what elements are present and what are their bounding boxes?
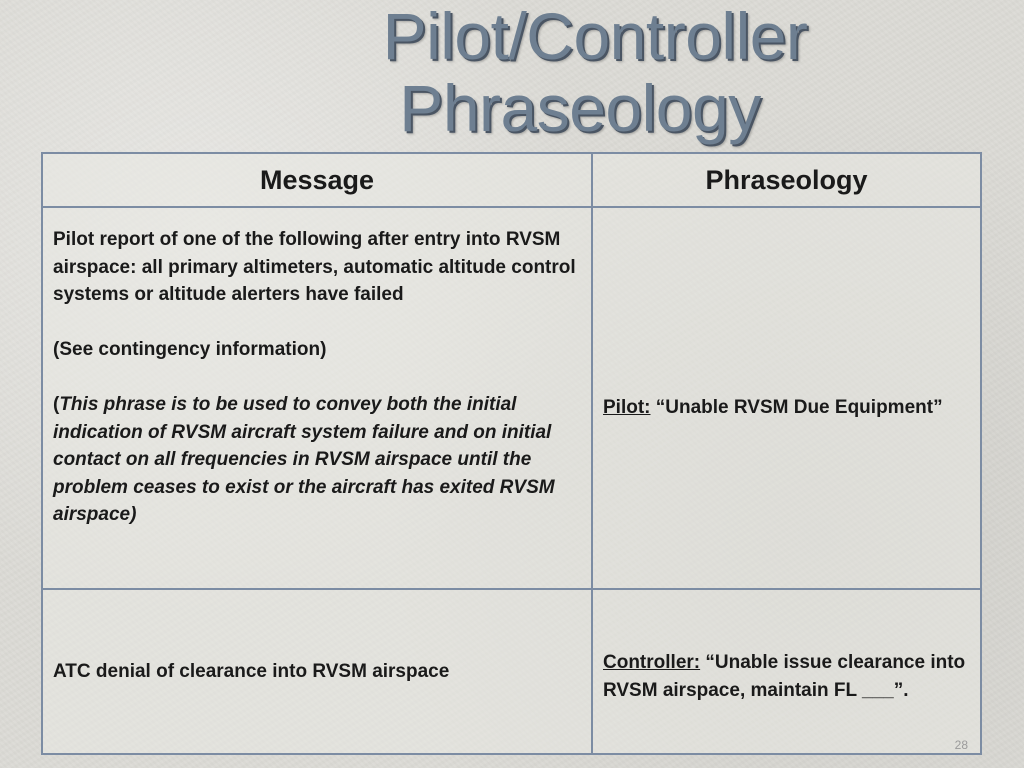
- speaker-label: Controller:: [603, 652, 701, 673]
- slide-title-line2: Phraseology: [399, 71, 761, 145]
- phrase-text: “Unable issue clearance into RVSM airspace, maintain FL ___”.: [603, 652, 966, 701]
- usage-note-paren: (: [53, 394, 60, 415]
- phraseology-table: [41, 152, 982, 755]
- slide-title-line1: Pilot/Controller: [382, 0, 808, 73]
- header-phraseology: Phraseology: [592, 153, 981, 207]
- table-row: [42, 589, 981, 754]
- phraseology-text: [603, 394, 970, 422]
- usage-note: [53, 391, 581, 529]
- speaker-label: Pilot:: [603, 397, 651, 419]
- message-text: ATC denial of clearance into RVSM airspace: [53, 660, 450, 682]
- contingency-note: (See contingency information): [53, 339, 327, 360]
- phraseology-text: [603, 649, 970, 704]
- table-row: [42, 207, 981, 589]
- phraseology-cell: [592, 589, 981, 754]
- table-header-row: [42, 153, 981, 207]
- message-cell: [42, 207, 592, 589]
- phrase-text: “Unable RVSM Due Equipment”: [650, 397, 943, 419]
- phraseology-cell: [592, 207, 981, 589]
- header-message: Message: [42, 153, 592, 207]
- slide-title: [340, 0, 900, 144]
- usage-note-italic: This phrase is to be used to convey both the initial indication of RVSM aircraft system failure and on initial contact on all frequencies in RVSM airspace until the problem ceases to exist or the aircraft has exited RVSM airspace): [53, 394, 555, 525]
- message-cell: [42, 589, 592, 754]
- page-number: 28: [954, 738, 968, 752]
- message-text: Pilot report of one of the following after entry into RVSM airspace: all primary altimeters, automatic altitude control systems or altitude alerters have failed: [53, 229, 576, 305]
